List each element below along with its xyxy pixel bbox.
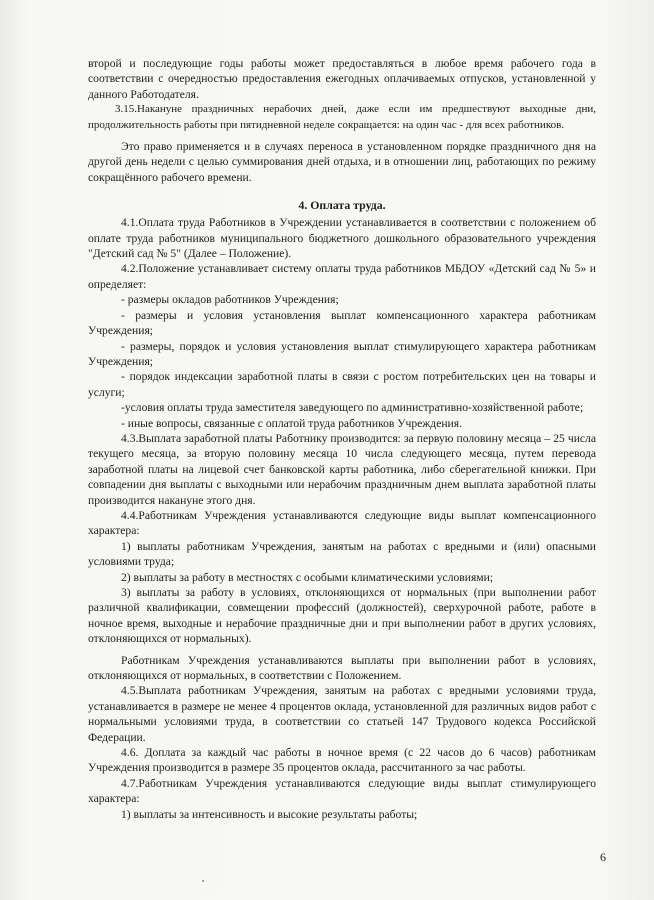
paragraph-4-7: 4.7.Работникам Учреждения устанавливаются следующие виды выплат стимулирующего характера: [88, 776, 596, 806]
paragraph-4-4-note: Работникам Учреждения устанавливаются выплаты при выполнении работ в условиях, отклоняющихся от нормальных, в соответствии с Положением. [88, 653, 596, 683]
paragraph-continuation: второй и последующие годы работы может предоставляться в любое время рабочего года в соответствии с очередностью предоставления ежегодных оплачиваемых отпусков, установленной у данного Работодателя. [88, 57, 596, 101]
list-item: - размеры, порядок и условия установления выплат стимулирующего характера работникам Учреждения; [88, 339, 596, 368]
list-item: - размеры и условия установления выплат компенсационного характера работникам Учреждения; [88, 308, 596, 338]
page-number: 6 [600, 850, 606, 864]
section-heading: 4. Оплата труда. [298, 198, 386, 213]
scan-speck [202, 880, 204, 882]
list-item: - иные вопросы, связанные с оплатой труда работников Учреждения. [121, 416, 462, 430]
list-item: 2) выплаты за работу в местностях с особыми климатическими условиями; [121, 570, 494, 584]
list-item: - порядок индексации заработной платы в связи с ростом потребительских цен на товары и услуги; [88, 370, 596, 399]
paragraph-4-1: 4.1.Оплата труда Работников в Учреждении устанавливается в соответствии с положением об оплате труда работников муниципального бюджетного дошкольного образовательного учреждения "Детский сад № 5" (Далее – Положение). [88, 216, 596, 261]
paragraph-4-3: 4.3.Выплата заработной платы Работнику производится: за первую половину месяца – 25 числа текущего месяца, за вторую половину месяца 10 числа следующего месяца, путем перевода заработной платы на лицевой счет банковской карты работника, либо сберегательной книжки. При совпадении дня выплаты с выходными или нерабочим праздничным днем выплата заработной платы производится накануне этого дня. [88, 431, 596, 507]
list-item: 1) выплаты работникам Учреждения, занятым на работах с вредными и (или) опасными условиями труда; [88, 539, 596, 569]
document-body [88, 56, 596, 822]
paragraph-3-15: 3.15.Накануне праздничных нерабочих дней, даже если им предшествуют выходные дни, продолжительность работы при пятидневной неделе сокращается: на один час - для всех работников. [88, 103, 596, 131]
paragraph-4-4: 4.4.Работникам Учреждения устанавливаются следующие виды выплат компенсационного характера: [88, 508, 596, 538]
list-item: -условия оплаты труда заместителя заведующего по административно-хозяйственной работе; [121, 401, 584, 415]
list-item: 3) выплаты за работу в условиях, отклоняющихся от нормальных (при выполнении работ различной квалификации, совмещении профессий (должностей), сверхурочной работе, работе в ночное время, выходные и нерабочие праздничные дни и при выполнении работ в других условиях, отклоняющихся от нормальных). [88, 586, 596, 646]
list-item: 1) выплаты за интенсивность и высокие результаты работы; [121, 807, 418, 821]
list-item: - размеры окладов работников Учреждения; [121, 293, 339, 307]
paragraph-4-6: 4.6. Доплата за каждый час работы в ночное время (с 22 часов до 6 часов) работникам Учреждения производится в размере 35 процентов оклада, рассчитанного за час работы. [88, 746, 596, 775]
paragraph-4-2: 4.2.Положение устанавливает систему оплаты труда работников МБДОУ «Детский сад № 5» и определяет: [88, 262, 596, 291]
paragraph-3-15-note: Это право применяется и в случаях переноса в установленном порядке праздничного дня на другой день недели с целью суммирования дней отдыха, и в отношении лиц, работающих по режиму сокращённого рабочего времени. [88, 140, 596, 184]
paragraph-4-5: 4.5.Выплата работникам Учреждения, занятым на работах с вредными условиями труда, устанавливается в размере не менее 4 процентов оклада, установленной для различных видов работ с нормальными условиями труда, в соответствии со статьей 147 Трудового кодекса Российской Федерации. [88, 684, 596, 744]
